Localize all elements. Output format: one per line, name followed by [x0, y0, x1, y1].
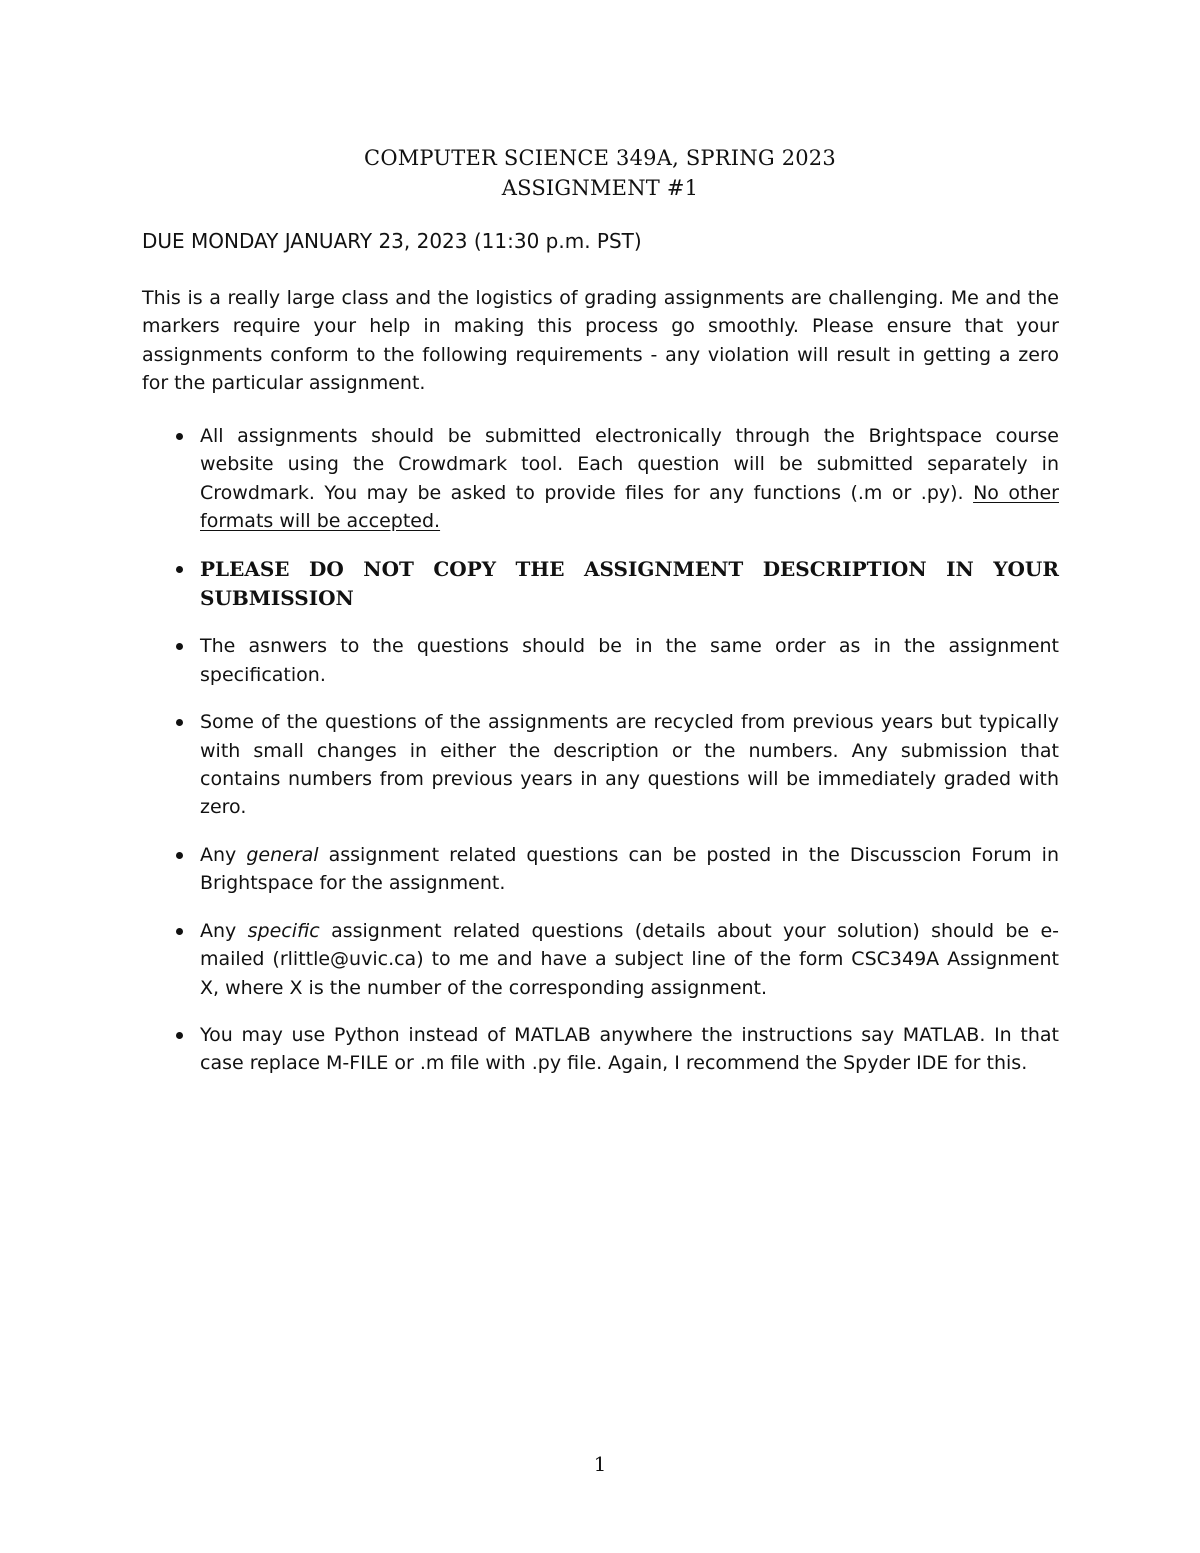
bullet-icon [176, 566, 183, 573]
list-item [142, 555, 1059, 614]
list-item [142, 422, 1059, 536]
item-text: Any [200, 843, 247, 866]
item-text: Any [200, 919, 248, 942]
bullet-icon [176, 433, 183, 440]
list-item [142, 1021, 1059, 1078]
item-underlined-text: No other formats will be accepted. [200, 481, 1059, 533]
item-text: All assignments should be submitted electronically through the Brightspace course website using the Crowdmark tool. Each question will be submitted separately in Crowdmark. You may be asked to provide files for any functions (.m or .py). [200, 425, 1059, 504]
item-text: You may use Python instead of MATLAB anywhere the instructions say MATLAB. In that case replace M-FILE or .m file with .py file. Again, I recommend the Spyder IDE for this. [200, 1023, 1059, 1075]
item-text: assignment related questions (details about your solution) should be e-mailed (rlittle@uvic.ca) to me and have a subject line of the form CSC349A Assignment X, where X is the number of the corresponding assignment. [200, 919, 1059, 999]
bullet-icon [176, 1032, 183, 1039]
list-item [142, 917, 1059, 1002]
list-item [142, 708, 1059, 822]
list-item [142, 841, 1059, 898]
due-date: DUE MONDAY JANUARY 23, 2023 (11:30 p.m. PST) [142, 229, 642, 253]
item-text: assignment related questions can be posted in the Discusscion Forum in Brightspace for the assignment. [200, 843, 1059, 895]
item-emphasis: specific [247, 919, 320, 942]
bullet-icon [176, 643, 183, 650]
page-number: 1 [593, 1452, 607, 1476]
bullet-icon [176, 719, 183, 726]
item-text: The asnwers to the questions should be in the same order as in the assignment specification. [200, 635, 1059, 686]
bullet-icon [176, 852, 183, 859]
assignment-title: ASSIGNMENT #1 [501, 176, 699, 200]
intro-paragraph: This is a really large class and the logistics of grading assignments are challenging. Me and the markers require your help in making this process go smoothly. Please ensure that your assignments conform to the following requirements - any violation will result in getting a zero for the particular assignment. [142, 287, 1059, 395]
list-item [142, 632, 1059, 689]
item-text: Some of the questions of the assignments are recycled from previous years but typically with small changes in either the description or the numbers. Any submission that contains numbers from previous years in any questions will be immediately graded with zero. [200, 711, 1059, 819]
item-emphasis: general [246, 843, 319, 866]
requirements-list [142, 422, 1059, 1097]
bullet-icon [176, 928, 183, 935]
item-text-bold: PLEASE DO NOT COPY THE ASSIGNMENT DESCRIPTION IN YOUR SUBMISSION [200, 556, 1059, 611]
course-title: COMPUTER SCIENCE 349A, SPRING 2023 [364, 146, 836, 170]
